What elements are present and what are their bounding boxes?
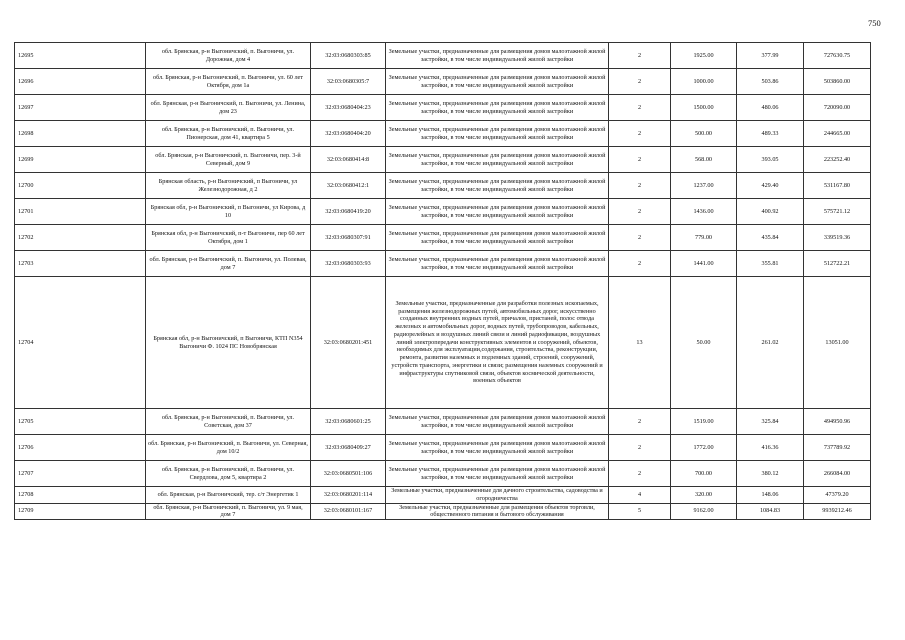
address-cell: Брянская обл, р-н Выгоничский, п-т Выгоничи, пер 60 лет Октября, дом 1 bbox=[146, 225, 311, 251]
row-number: 12707 bbox=[15, 461, 146, 487]
row-number: 12706 bbox=[15, 435, 146, 461]
land-use-cell: Земельные участки, предназначенные для размещения домов малоэтажной жилой застройки, в том числе индивидуальной жилой застройки bbox=[386, 121, 609, 147]
area-cell: 1000.00 bbox=[671, 69, 737, 95]
table-row bbox=[15, 95, 871, 121]
row-number: 12696 bbox=[15, 69, 146, 95]
group-cell: 2 bbox=[609, 69, 671, 95]
area-cell: 320.00 bbox=[671, 487, 737, 504]
table-row bbox=[15, 277, 871, 409]
unit-price-cell: 1084.83 bbox=[737, 503, 804, 520]
unit-price-cell: 429.40 bbox=[737, 173, 804, 199]
area-cell: 568.00 bbox=[671, 147, 737, 173]
cadastral-number-cell: 32:03:0680501:106 bbox=[311, 461, 386, 487]
unit-price-cell: 489.33 bbox=[737, 121, 804, 147]
cadastral-value-cell: 13051.00 bbox=[804, 277, 871, 409]
address-cell: обл. Брянская, р-н Выгоничский, п. Выгоничи, ул. Ленина, дом 23 bbox=[146, 95, 311, 121]
row-number: 12700 bbox=[15, 173, 146, 199]
table-row bbox=[15, 147, 871, 173]
group-cell: 2 bbox=[609, 43, 671, 69]
cadastral-number-cell: 32:03:0680404:20 bbox=[311, 121, 386, 147]
cadastral-value-cell: 512722.21 bbox=[804, 251, 871, 277]
cadastral-number-cell: 32:03:0680601:25 bbox=[311, 409, 386, 435]
cadastral-value-cell: 9939212.46 bbox=[804, 503, 871, 520]
land-use-cell: Земельные участки, предназначенные для дачного строительства, садоводства и огородничества bbox=[386, 487, 609, 504]
row-number: 12704 bbox=[15, 277, 146, 409]
unit-price-cell: 393.05 bbox=[737, 147, 804, 173]
unit-price-cell: 377.99 bbox=[737, 43, 804, 69]
address-cell: Брянская обл, р-н Выгоничский, п Выгоничи, КТП N354 Выгоничи Ф. 1024 ПС Новобрянская bbox=[146, 277, 311, 409]
group-cell: 2 bbox=[609, 199, 671, 225]
area-cell: 1519.00 bbox=[671, 409, 737, 435]
row-number: 12697 bbox=[15, 95, 146, 121]
table-row bbox=[15, 487, 871, 504]
cadastral-value-cell: 223252.40 bbox=[804, 147, 871, 173]
row-number: 12702 bbox=[15, 225, 146, 251]
land-use-cell: Земельные участки, предназначенные для размещения домов малоэтажной жилой застройки, в том числе индивидуальной жилой застройки bbox=[386, 199, 609, 225]
page-number: 750 bbox=[868, 18, 881, 28]
table-row bbox=[15, 225, 871, 251]
group-cell: 2 bbox=[609, 121, 671, 147]
area-cell: 500.00 bbox=[671, 121, 737, 147]
land-use-cell: Земельные участки, предназначенные для размещения домов малоэтажной жилой застройки, в том числе индивидуальной жилой застройки bbox=[386, 225, 609, 251]
area-cell: 1772.00 bbox=[671, 435, 737, 461]
cadastral-value-cell: 737789.92 bbox=[804, 435, 871, 461]
area-cell: 50.00 bbox=[671, 277, 737, 409]
group-cell: 2 bbox=[609, 409, 671, 435]
area-cell: 1237.00 bbox=[671, 173, 737, 199]
address-cell: обл. Брянская, р-н Выгоничский, п. Выгоничи, ул. Полевая, дом 7 bbox=[146, 251, 311, 277]
group-cell: 2 bbox=[609, 435, 671, 461]
land-use-cell: Земельные участки, предназначенные для размещения домов малоэтажной жилой застройки, в том числе индивидуальной жилой застройки bbox=[386, 69, 609, 95]
unit-price-cell: 480.06 bbox=[737, 95, 804, 121]
group-cell: 2 bbox=[609, 225, 671, 251]
cadastral-number-cell: 32:03:0680201:114 bbox=[311, 487, 386, 504]
row-number: 12698 bbox=[15, 121, 146, 147]
unit-price-cell: 325.84 bbox=[737, 409, 804, 435]
group-cell: 2 bbox=[609, 251, 671, 277]
land-use-cell: Земельные участки, предназначенные для размещения домов малоэтажной жилой застройки, в том числе индивидуальной жилой застройки bbox=[386, 173, 609, 199]
address-cell: обл. Брянская, р-н Выгоничский, п. Выгоничи, ул. Северная, дом 10/2 bbox=[146, 435, 311, 461]
table-row bbox=[15, 199, 871, 225]
address-cell: Брянская обл, р-н Выгоничский, п Выгоничи, ул Кирова, д 10 bbox=[146, 199, 311, 225]
address-cell: обл. Брянская, р-н Выгоничский, тер. с/т Энергетик 1 bbox=[146, 487, 311, 504]
cadastral-value-cell: 244665.00 bbox=[804, 121, 871, 147]
address-cell: обл. Брянская, р-н Выгоничский, п. Выгоничи, ул. 9 мая, дом 7 bbox=[146, 503, 311, 520]
address-cell: обл. Брянская, р-н Выгоничский, п. Выгоничи, ул. Свердлова, дом 5, квартира 2 bbox=[146, 461, 311, 487]
cadastral-value-cell: 727630.75 bbox=[804, 43, 871, 69]
row-number: 12699 bbox=[15, 147, 146, 173]
land-use-cell: Земельные участки, предназначенные для размещения домов малоэтажной жилой застройки, в том числе индивидуальной жилой застройки bbox=[386, 43, 609, 69]
area-cell: 1441.00 bbox=[671, 251, 737, 277]
cadastral-number-cell: 32:03:0680101:167 bbox=[311, 503, 386, 520]
group-cell: 13 bbox=[609, 277, 671, 409]
unit-price-cell: 400.92 bbox=[737, 199, 804, 225]
cadastral-value-cell: 720090.00 bbox=[804, 95, 871, 121]
group-cell: 4 bbox=[609, 487, 671, 504]
address-cell: обл. Брянская, р-н Выгоничский, п. Выгоничи, ул. 60 лет Октября, дом 1а bbox=[146, 69, 311, 95]
area-cell: 1500.00 bbox=[671, 95, 737, 121]
cadastral-value-cell: 503860.00 bbox=[804, 69, 871, 95]
cadastral-number-cell: 32:03:0680303:85 bbox=[311, 43, 386, 69]
cadastral-number-cell: 32:03:0680409:27 bbox=[311, 435, 386, 461]
row-number: 12701 bbox=[15, 199, 146, 225]
cadastral-number-cell: 32:03:0680307:91 bbox=[311, 225, 386, 251]
cadastral-value-cell: 47379.20 bbox=[804, 487, 871, 504]
table-row bbox=[15, 435, 871, 461]
cadastral-number-cell: 32:03:0680404:23 bbox=[311, 95, 386, 121]
group-cell: 2 bbox=[609, 173, 671, 199]
table-row bbox=[15, 251, 871, 277]
land-use-cell: Земельные участки, предназначенные для размещения домов малоэтажной жилой застройки, в том числе индивидуальной жилой застройки bbox=[386, 251, 609, 277]
cadastral-number-cell: 32:03:0680414:8 bbox=[311, 147, 386, 173]
cadastral-value-cell: 266084.00 bbox=[804, 461, 871, 487]
land-use-cell: Земельные участки, предназначенные для размещения объектов торговли, общественного питания и бытового обслуживания bbox=[386, 503, 609, 520]
address-cell: обл. Брянская, р-н Выгоничский, п. Выгоничи, ул. Советская, дом 37 bbox=[146, 409, 311, 435]
cadastral-number-cell: 32:03:0680303:93 bbox=[311, 251, 386, 277]
row-number: 12695 bbox=[15, 43, 146, 69]
area-cell: 1436.00 bbox=[671, 199, 737, 225]
unit-price-cell: 261.02 bbox=[737, 277, 804, 409]
area-cell: 700.00 bbox=[671, 461, 737, 487]
unit-price-cell: 355.81 bbox=[737, 251, 804, 277]
land-use-cell: Земельные участки, предназначенные для разработки полезных ископаемых, размещения железнодорожных путей, автомобильных дорог, искусственно созданных внутренних водных путей, причалов, пристаней, полос отвода железных и автомобильных дорог, водных путей, трубопроводов, кабельных, радиорелейных и воздушных линий связи и линий радиофикации, воздушных линий электропередачи конструктивных элементов и сооружений, объектов, необходимых для эксплуатации,содержания, строительства, реконструкции, ремонта, развития наземных и подземных зданий, строений, сооружений, устройств транспорта, энергетики и связи; размещения наземных сооружений и инфраструктуры спутниковой связи, объектов космической деятельности, военных объектов bbox=[386, 277, 609, 409]
group-cell: 5 bbox=[609, 503, 671, 520]
group-cell: 2 bbox=[609, 147, 671, 173]
cadastral-number-cell: 32:03:0680412:1 bbox=[311, 173, 386, 199]
address-cell: Брянская область, р-н Выгоничский, п Выгоничи, ул Железнодорожная, д 2 bbox=[146, 173, 311, 199]
unit-price-cell: 380.12 bbox=[737, 461, 804, 487]
land-use-cell: Земельные участки, предназначенные для размещения домов малоэтажной жилой застройки, в том числе индивидуальной жилой застройки bbox=[386, 147, 609, 173]
table-row bbox=[15, 69, 871, 95]
group-cell: 2 bbox=[609, 95, 671, 121]
unit-price-cell: 503.86 bbox=[737, 69, 804, 95]
cadastral-value-cell: 494950.96 bbox=[804, 409, 871, 435]
cadastral-number-cell: 32:03:0680305:7 bbox=[311, 69, 386, 95]
row-number: 12708 bbox=[15, 487, 146, 504]
cadastral-value-cell: 531167.80 bbox=[804, 173, 871, 199]
address-cell: обл. Брянская, р-н Выгоничский, п. Выгоничи, ул. Пионерская, дом 41, квартира 5 bbox=[146, 121, 311, 147]
land-use-cell: Земельные участки, предназначенные для размещения домов малоэтажной жилой застройки, в том числе индивидуальной жилой застройки bbox=[386, 409, 609, 435]
area-cell: 9162.00 bbox=[671, 503, 737, 520]
cadastral-value-cell: 339519.36 bbox=[804, 225, 871, 251]
cadastral-number-cell: 32:03:0680419:20 bbox=[311, 199, 386, 225]
table-row bbox=[15, 43, 871, 69]
address-cell: обл. Брянская, р-н Выгоничский, п. Выгоничи, ул. Дорожная, дом 4 bbox=[146, 43, 311, 69]
group-cell: 2 bbox=[609, 461, 671, 487]
land-registry-table bbox=[14, 42, 871, 520]
row-number: 12705 bbox=[15, 409, 146, 435]
table-row bbox=[15, 173, 871, 199]
land-use-cell: Земельные участки, предназначенные для размещения домов малоэтажной жилой застройки, в том числе индивидуальной жилой застройки bbox=[386, 95, 609, 121]
row-number: 12709 bbox=[15, 503, 146, 520]
unit-price-cell: 435.84 bbox=[737, 225, 804, 251]
unit-price-cell: 148.06 bbox=[737, 487, 804, 504]
area-cell: 779.00 bbox=[671, 225, 737, 251]
land-use-cell: Земельные участки, предназначенные для размещения домов малоэтажной жилой застройки, в том числе индивидуальной жилой застройки bbox=[386, 461, 609, 487]
address-cell: обл. Брянская, р-н Выгоничский, п. Выгоничи, пер. 3-й Северный, дом 9 bbox=[146, 147, 311, 173]
land-use-cell: Земельные участки, предназначенные для размещения домов малоэтажной жилой застройки, в том числе индивидуальной жилой застройки bbox=[386, 435, 609, 461]
table-row bbox=[15, 461, 871, 487]
area-cell: 1925.00 bbox=[671, 43, 737, 69]
table-row bbox=[15, 503, 871, 520]
table-row bbox=[15, 409, 871, 435]
table-row bbox=[15, 121, 871, 147]
unit-price-cell: 416.36 bbox=[737, 435, 804, 461]
row-number: 12703 bbox=[15, 251, 146, 277]
cadastral-number-cell: 32:03:0680201:451 bbox=[311, 277, 386, 409]
cadastral-value-cell: 575721.12 bbox=[804, 199, 871, 225]
